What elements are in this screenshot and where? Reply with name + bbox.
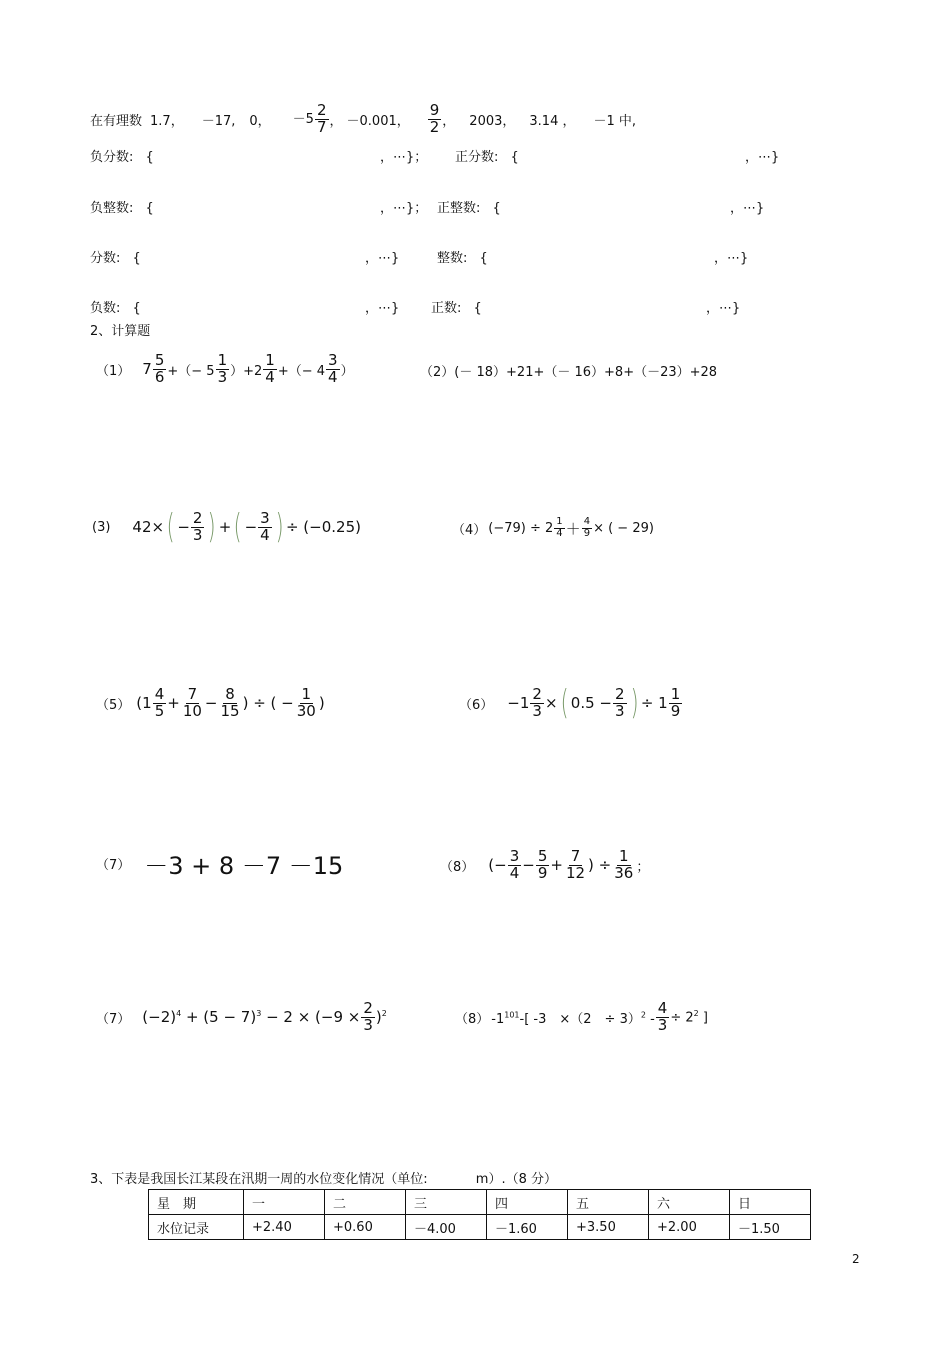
problem-8b: （8） $-1^{101}-$[ -3 ×（2 ÷ 3）$^2$ - $\frac{4}{3}$ ÷ $2^2$ ] xyxy=(455,998,708,1034)
table-cell: +0.60 xyxy=(325,1215,406,1240)
number-1: 1.7， xyxy=(150,113,184,129)
table-header-row xyxy=(149,1190,811,1215)
section-title-calc: 2、计算题 xyxy=(90,324,151,339)
intro-line xyxy=(90,96,636,142)
table-cell: －4.00 xyxy=(406,1215,487,1240)
table-cell: +2.00 xyxy=(649,1215,730,1240)
number-4: －0.001， xyxy=(346,113,410,129)
problem-2: （2）(－ 18）+21+（－ 16）+8+（－23）+28 xyxy=(420,365,718,380)
table-cell: +2.40 xyxy=(244,1215,325,1240)
table-cell: 水位记录 xyxy=(149,1215,244,1240)
number-2: －17, xyxy=(201,113,236,129)
set-negative-integers: 负整数: { ，⋯}； xyxy=(90,201,428,216)
problem-3: (3) 42× ( − $\frac{2}{3}$ ) + ( − $\frac{3}{4}$ ) ÷ (−0.25) xyxy=(92,507,361,547)
table-cell: －1.60 xyxy=(487,1215,568,1240)
problem-4: （4） (−79) ÷ 2 $\frac{1}{4}$ ＋ $\frac{4}{9}$ × ( − 29) xyxy=(452,516,654,539)
problem-6: （6） −1 $\frac{2}{3}$ × ( 0.5 − $\frac{2}{3}$ ) ÷ 1 $\frac{1}{9}$ xyxy=(459,683,681,723)
table-cell: 星 期 xyxy=(149,1190,244,1215)
set-fractions: 分数: { ，⋯} xyxy=(90,251,400,266)
problem-1: （1） 7 $\frac{5}{6}$ +（− 5 $\frac{1}{3}$ ）+2 $\frac{1}{4}$ +（− 4 $\frac{3}{4}$ ） xyxy=(96,350,354,386)
table-cell: 五 xyxy=(568,1190,649,1215)
page-number: 2 xyxy=(852,1252,860,1266)
fraction-number: $\frac{9}{2}$ xyxy=(429,100,440,136)
table-cell: 二 xyxy=(325,1190,406,1215)
number-sep-1: ， xyxy=(329,113,343,129)
set-positive-fractions: 正分数: { ，⋯} xyxy=(455,150,780,165)
number-sep-2: ， xyxy=(442,113,456,129)
number-5: 2003， xyxy=(469,113,516,129)
table-row xyxy=(149,1215,811,1240)
table-cell: 三 xyxy=(406,1190,487,1215)
problem-7b: （7） $(-2)^4 + (5 - 7)^3 - 2 \times (-9$ × $\frac{2}{3}$ )$^2$ xyxy=(96,998,387,1034)
table-cell: 日 xyxy=(730,1190,811,1215)
table-cell: －1.50 xyxy=(730,1215,811,1240)
problem-5: （5） (1 $\frac{4}{5}$ + $\frac{7}{10}$ − $\frac{8}{15}$ ) ÷ ( − $\frac{1}{30}$ ) xyxy=(96,684,325,720)
set-negatives: 负数: { ，⋯} xyxy=(90,301,400,316)
table-cell: 一 xyxy=(244,1190,325,1215)
table-cell: +3.50 xyxy=(568,1215,649,1240)
number-6: 3.14 ， xyxy=(529,113,576,129)
intro-prefix: 在有理数 xyxy=(90,113,143,129)
water-level-table xyxy=(148,1189,811,1240)
table-cell: 六 xyxy=(649,1190,730,1215)
set-positive-integers: 正整数: { ，⋯} xyxy=(437,201,765,216)
table-cell: 四 xyxy=(487,1190,568,1215)
set-integers: 整数: { ，⋯} xyxy=(437,251,749,266)
set-negative-fractions: 负分数: { ，⋯}； xyxy=(90,150,428,165)
number-7: －1 中, xyxy=(593,113,637,129)
number-3: 0， xyxy=(249,113,271,129)
problem-8: （8） (− $\frac{3}{4}$ − $\frac{5}{9}$ + $\frac{7}{12}$ ) ÷ $\frac{1}{36}$ ； xyxy=(440,846,650,882)
section-title-water: 3、下表是我国长江某段在汛期一周的水位变化情况（单位: m）.（8 分） xyxy=(90,1172,557,1187)
set-positives: 正数: { ，⋯} xyxy=(431,301,741,316)
problem-7: （7） －3 + 8 －7 －15 xyxy=(96,851,344,880)
mixed-number: －5 $\frac{2}{7}$ xyxy=(292,100,327,136)
